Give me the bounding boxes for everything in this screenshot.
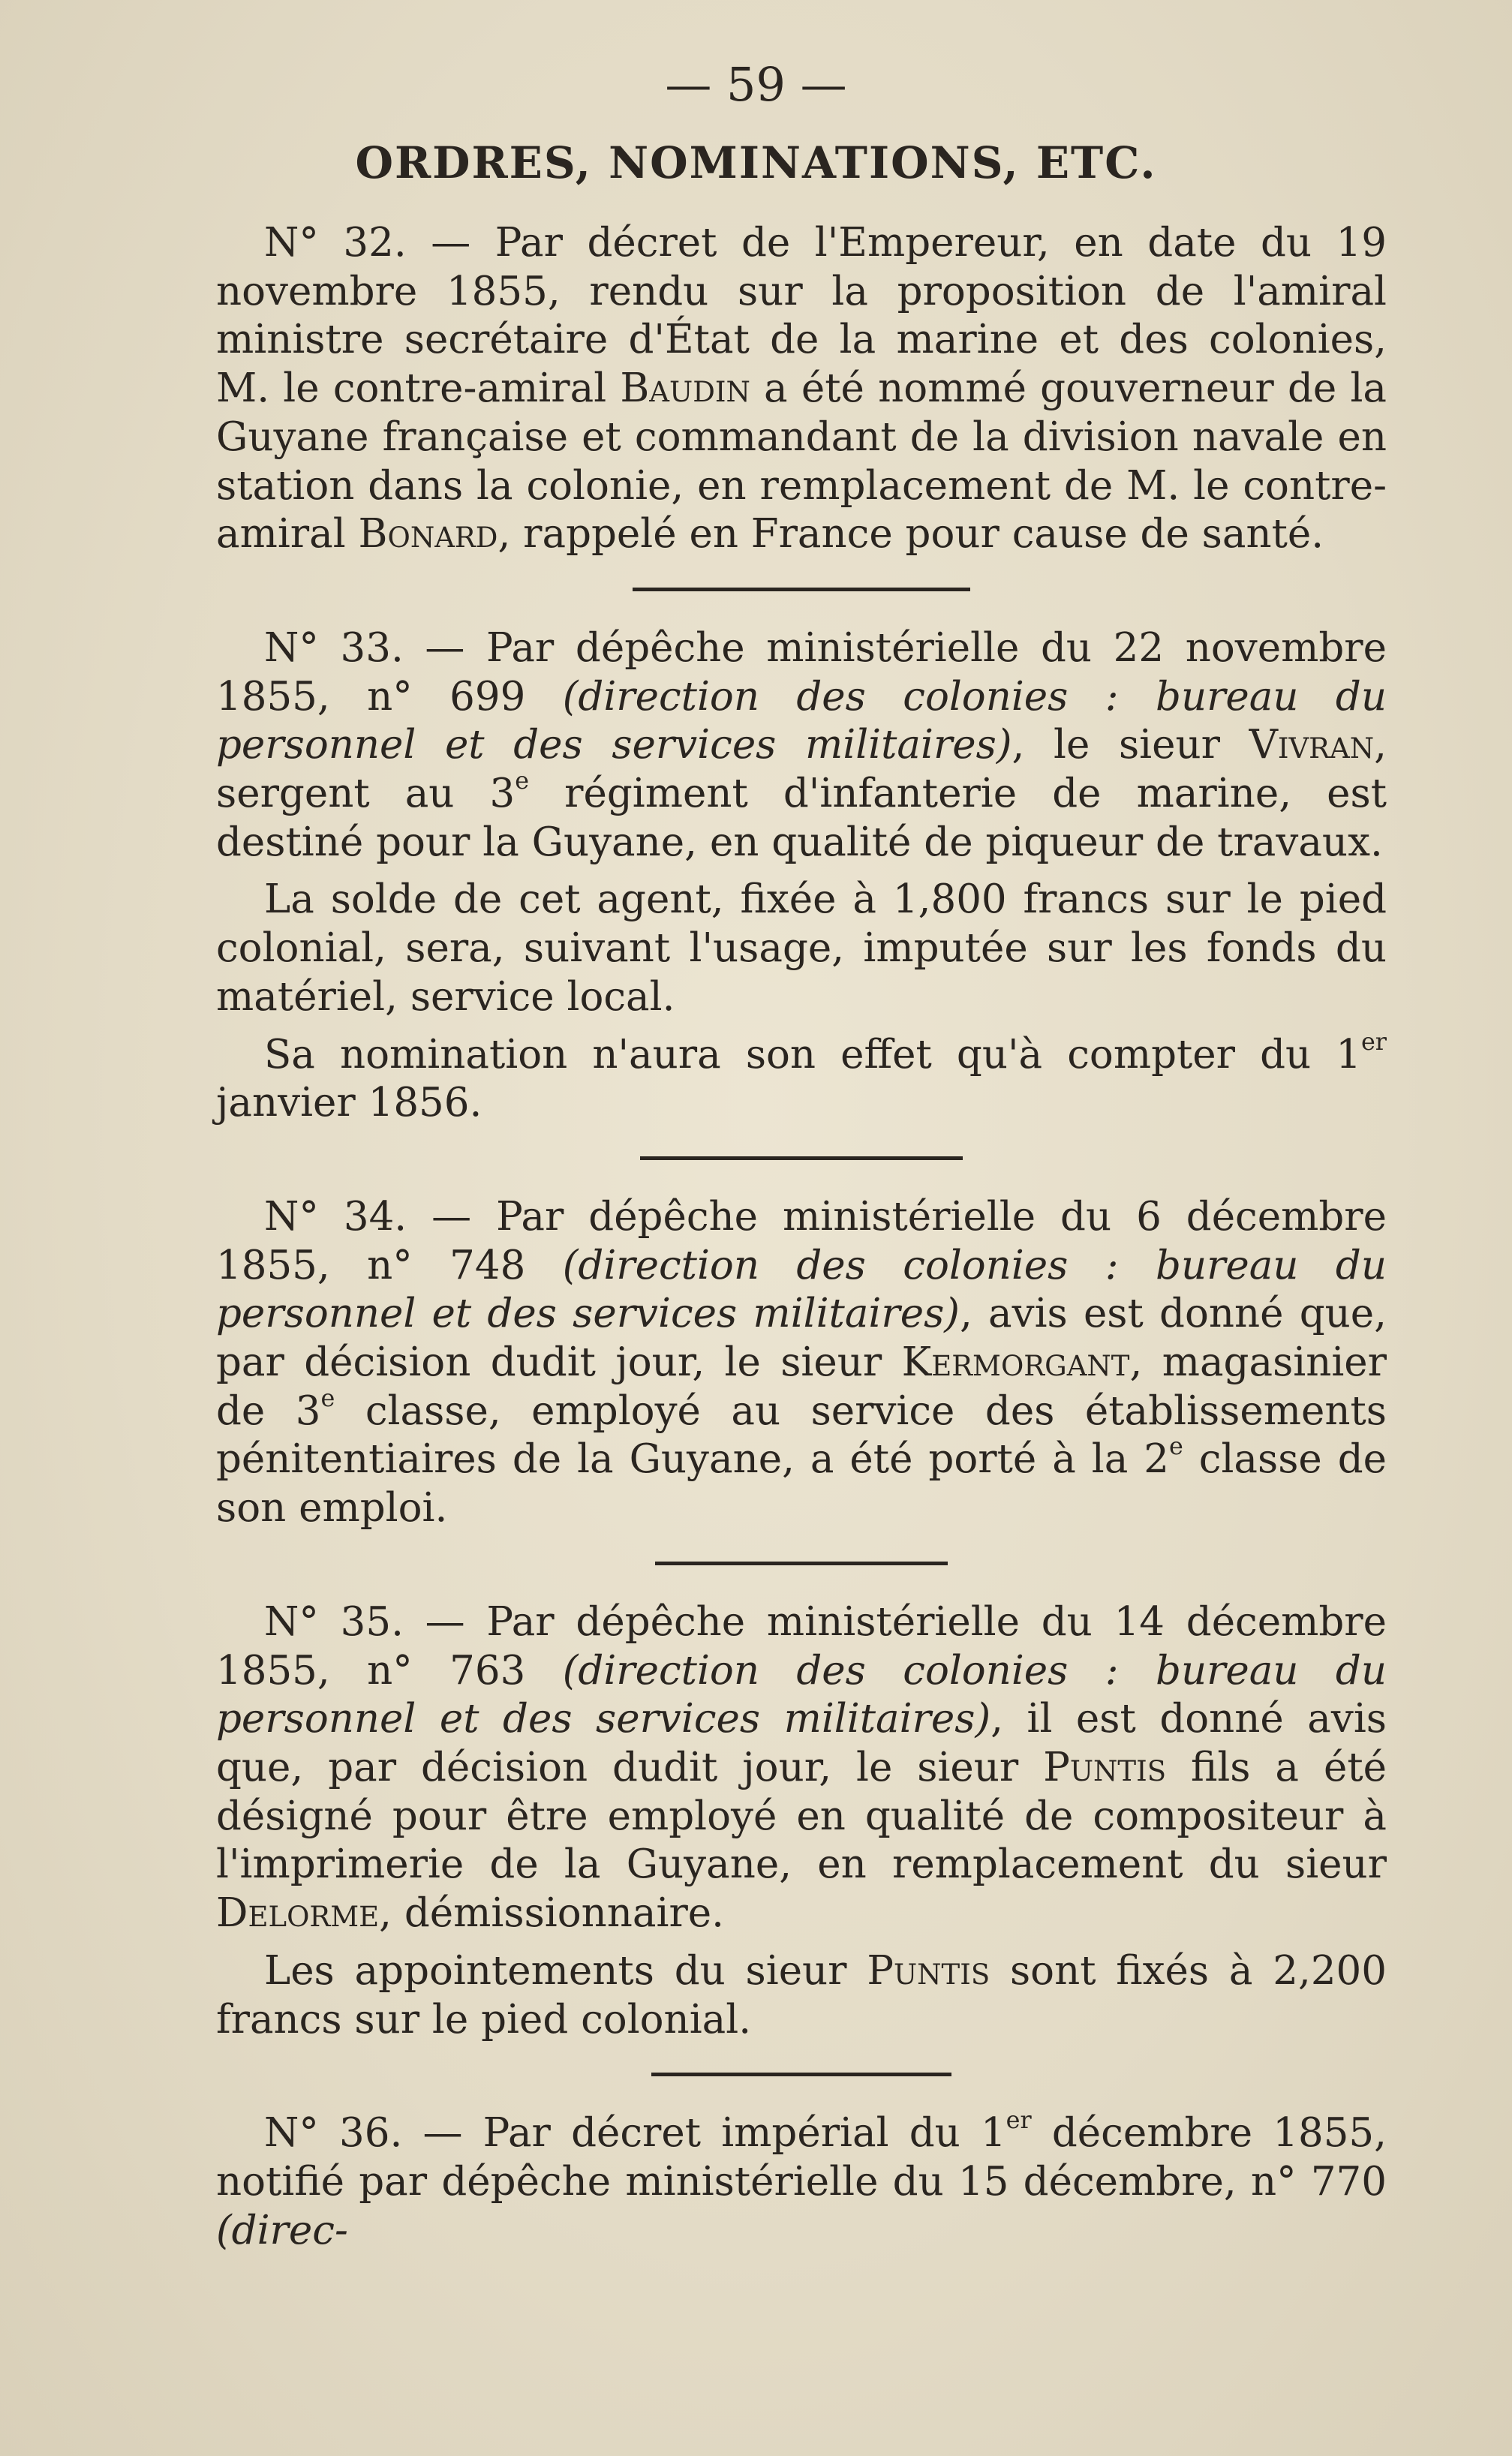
entry-text: — Par dépêche ministérielle du 14 décembre 1855, n° 763 <box>216 1598 1387 1694</box>
person-name: Vivran <box>1249 722 1375 768</box>
entry-35 <box>216 1598 1387 2044</box>
ordinal-suffix: e <box>320 1384 335 1412</box>
entry-text: — Par dépêche ministérielle du 22 novembre 1855, n° 699 <box>216 624 1387 720</box>
entry-text: fils a été désigné pour être employé en qualité de compositeur à l'imprimerie de la Guyane, en remplacement du sieur <box>216 1744 1387 1888</box>
entry-34-paragraph <box>216 1193 1387 1533</box>
person-name: Puntis <box>867 1947 990 1994</box>
entry-number: N° 35. <box>264 1598 404 1645</box>
person-name: Delorme <box>216 1890 380 1937</box>
entry-text: Les appointements du sieur <box>264 1947 867 1994</box>
entry-text: classe de son emploi. <box>216 1436 1387 1532</box>
direction-reference: (direction des colonies : bureau du personnel et des services militaires) <box>216 1647 1387 1742</box>
entry-text: Sa nomination n'aura son effet qu'à compter du 1 <box>264 1031 1361 1078</box>
direction-reference: (direc- <box>216 2207 348 2253</box>
entry-33-effective-date <box>216 1027 1387 1128</box>
ordinal-suffix: e <box>515 767 530 795</box>
entry-33-paragraph <box>216 624 1387 867</box>
person-name: Kermorgant <box>901 1339 1130 1386</box>
direction-reference: (direction des colonies : bureau du personnel et des services militaires) <box>216 1242 1387 1337</box>
entry-text: , rappelé en France pour cause de santé. <box>497 511 1324 558</box>
entry-number: N° 33. <box>264 624 404 671</box>
entry-text: classe, employé au service des établissements pénitentiaires de la Guyane, a été porté à la 2 <box>216 1387 1387 1483</box>
entry-text: décembre 1855, notifié par dépêche ministérielle du 15 décembre, n° 770 <box>216 2110 1387 2205</box>
entry-number: N° 32. <box>264 220 407 266</box>
entry-text: , magasinier de 3 <box>216 1339 1387 1434</box>
entry-text: , démissionnaire. <box>379 1890 724 1937</box>
entry-text: , sergent au 3 <box>216 722 1387 817</box>
document-body <box>216 219 1387 2255</box>
entry-text: , avis est donné que, par décision dudit jour, le sieur <box>216 1291 1387 1386</box>
entry-text: — Par décret de l'Empereur, en date du 19 novembre 1855, rendu sur la proposition de l'amiral ministre secrétaire d'État de la marine et des colonies, M. le contre-amiral <box>216 220 1387 412</box>
ordinal-suffix: e <box>1168 1432 1183 1461</box>
entry-text: — Par décret impérial du 1 <box>402 2110 1006 2157</box>
entry-35-paragraph <box>216 1598 1387 1938</box>
entry-text: a été nommé gouverneur de la Guyane française et commandant de la division navale en station dans la colonie, en remplacement de M. le contre-amiral <box>216 365 1387 558</box>
entry-35-salary <box>216 1947 1387 2044</box>
entry-text: — Par dépêche ministérielle du 6 décembre 1855, n° 748 <box>216 1193 1387 1288</box>
section-divider <box>651 2073 951 2076</box>
entry-text: sont fixés à 2,200 francs sur le pied colonial. <box>216 1947 1387 2043</box>
section-divider <box>633 588 970 591</box>
entry-34 <box>216 1193 1387 1533</box>
ordinal-suffix: er <box>1360 1027 1387 1056</box>
entry-33 <box>216 624 1387 1128</box>
entry-32 <box>216 219 1387 559</box>
entry-36 <box>216 2106 1387 2255</box>
entry-text: , il est donné avis que, par décision dudit jour, le sieur <box>216 1696 1387 1790</box>
ordinal-suffix: er <box>1005 2106 1032 2135</box>
person-name: Bonard <box>358 511 498 558</box>
person-name: Puntis <box>1043 1744 1167 1790</box>
entry-text: , le sieur <box>1012 722 1249 768</box>
entry-text: régiment d'infanterie de marine, est destiné pour la Guyane, en qualité de piqueur de travaux. <box>216 771 1387 865</box>
direction-reference: (direction des colonies : bureau du personnel et des services militaires) <box>216 673 1387 768</box>
entry-33-salary: La solde de cet agent, fixée à 1,800 francs sur le pied colonial, sera, suivant l'usage, imputée sur les fonds du matériel, service local. <box>216 876 1387 1020</box>
section-divider <box>655 1562 948 1565</box>
entry-36-paragraph <box>216 2106 1387 2255</box>
entry-text: janvier 1856. <box>216 1080 482 1126</box>
page-heading: ORDRES, NOMINATIONS, ETC. <box>355 137 1157 188</box>
entry-number: N° 36. <box>264 2110 403 2157</box>
section-divider <box>640 1156 963 1160</box>
person-name: Baudin <box>620 365 750 412</box>
page-number: — 59 — <box>665 57 847 112</box>
entry-32-paragraph <box>216 219 1387 559</box>
entry-number: N° 34. <box>264 1193 407 1240</box>
